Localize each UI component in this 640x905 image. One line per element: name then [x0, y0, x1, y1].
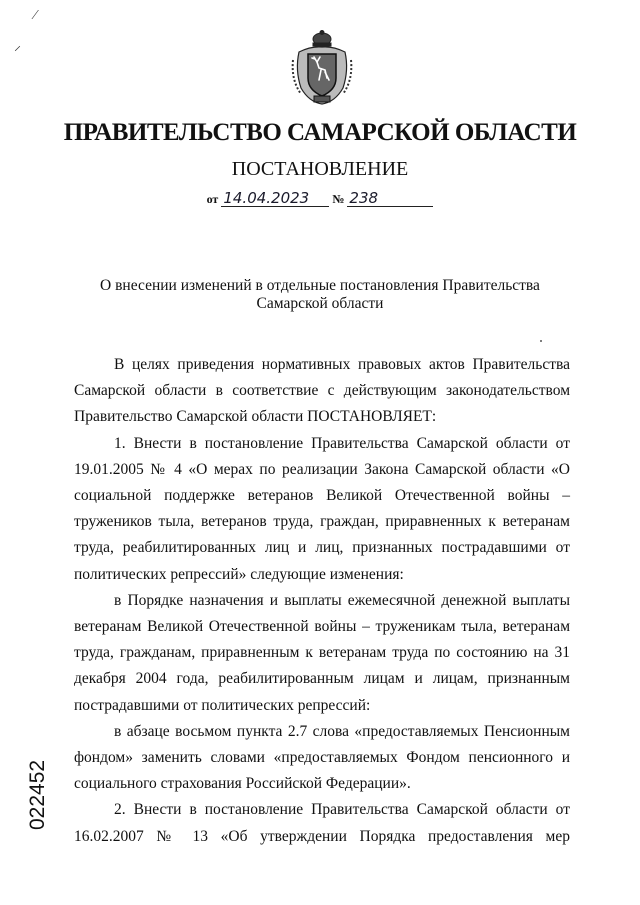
- handwritten-number: 238: [347, 190, 433, 207]
- number-prefix: №: [332, 192, 345, 206]
- body-paragraph: в Порядке назначения и выплаты ежемесячной денежной выплаты ветеранам Великой Отечественной войны – труженикам тыла, ветеранам труда, гражданам, приравненным к ветеранам труда по состоянию на 31 декабря 2004 года, реабилитированным лицам и лицам, признанным пострадавшими от политических репрессий:: [74, 591, 570, 714]
- body-paragraph: 2. Внести в постановление Правительства Самарской области от 16.02.2007 № 13 «Об утверждении Порядка предоставления мер: [74, 801, 570, 845]
- body-paragraph: в абзаце восьмом пункта 2.7 слова «предоставляемых Пенсионным фондом» заменить словами «предоставляемых Фондом пенсионного и социального страхования Российской Федерации».: [74, 722, 570, 793]
- date-prefix: от: [206, 192, 219, 206]
- side-registration-code: 022452: [26, 759, 49, 830]
- body-paragraph: 1. Внести в постановление Правительства Самарской области от 19.01.2005 № 4 «О мерах по реализации Закона Самарской области «О социальной поддержке ветеранов Великой Отечественной войны – тружеников тыла, ветеранов труда, граждан, приравненных к ветеранам труда, реабилитированных лиц и лиц, признанных пострадавшими от политических репрессий» следующие изменения:: [74, 434, 570, 583]
- date-number-line: [0, 190, 640, 207]
- pen-mark: ⁄: [34, 8, 37, 23]
- document-body: [74, 352, 570, 850]
- scan-speck: [540, 340, 542, 342]
- subject-line: Самарской области: [256, 295, 384, 312]
- handwritten-date: 14.04.2023: [221, 190, 329, 207]
- pen-mark: ⸝: [14, 39, 21, 54]
- body-paragraph: В целях приведения нормативных правовых актов Правительства Самарской области в соответствие с действующим законодательством Правительство Самарской области ПОСТАНОВЛЯЕТ:: [74, 356, 570, 426]
- coat-of-arms-emblem: [287, 30, 357, 106]
- document-subject: [0, 277, 640, 313]
- organization-title: ПРАВИТЕЛЬСТВО САМАРСКОЙ ОБЛАСТИ: [63, 119, 577, 146]
- document-type: ПОСТАНОВЛЕНИЕ: [231, 158, 409, 180]
- subject-line: О внесении изменений в отдельные постановления Правительства: [100, 277, 540, 294]
